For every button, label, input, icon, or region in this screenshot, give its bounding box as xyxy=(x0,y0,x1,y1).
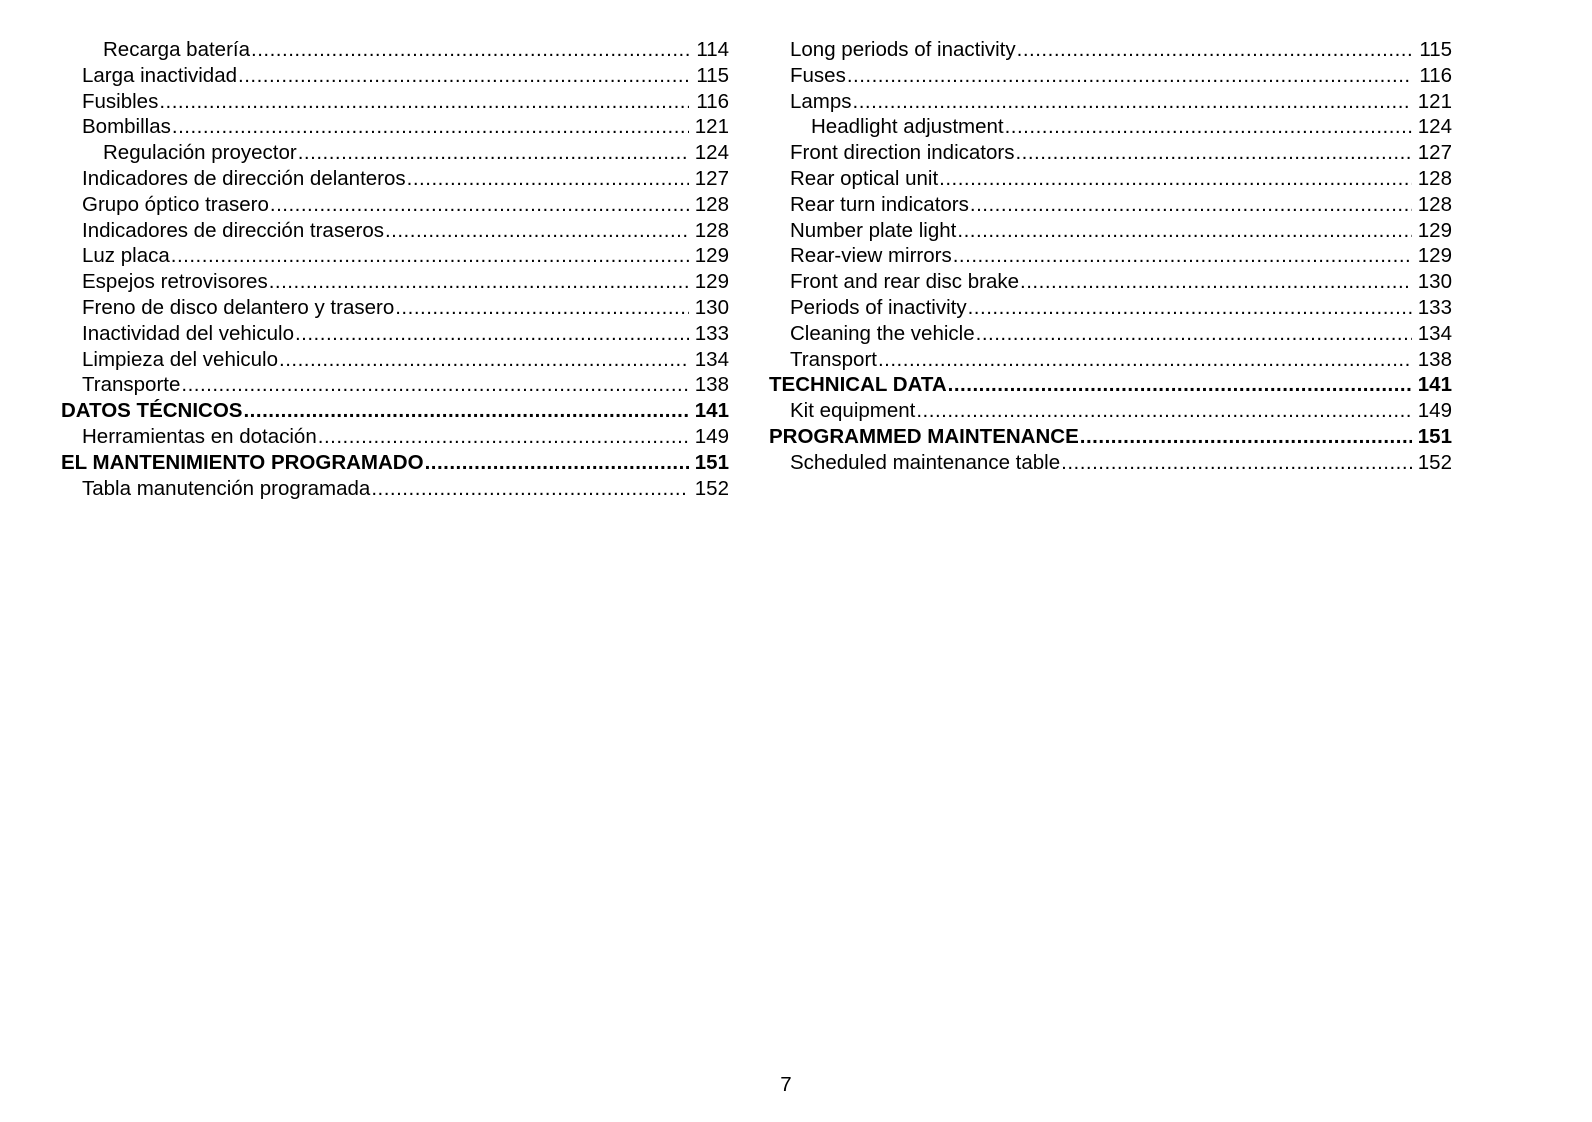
toc-entry-label: Recarga batería xyxy=(103,38,251,61)
toc-entry-page-number: 130 xyxy=(1417,270,1452,294)
toc-entry[interactable] xyxy=(769,269,1452,295)
toc-entry-label: Herramientas en dotación xyxy=(82,424,317,448)
toc-entry[interactable] xyxy=(61,114,729,140)
toc-entry-label: Front and rear disc brake xyxy=(790,270,1020,294)
toc-dot-leader xyxy=(939,166,1412,192)
toc-section-heading[interactable] xyxy=(61,450,729,476)
toc-entry-page-number: 133 xyxy=(694,321,729,345)
toc-dot-leader xyxy=(976,321,1412,347)
toc-entry-label: Periods of inactivity xyxy=(790,295,967,319)
toc-entry-page-number: 114 xyxy=(696,38,729,61)
toc-entry[interactable] xyxy=(61,140,729,166)
toc-entry-page-number: 124 xyxy=(694,141,729,165)
toc-entry-label: Rear-view mirrors xyxy=(790,244,952,268)
toc-entry[interactable] xyxy=(769,398,1452,424)
toc-dot-leader xyxy=(970,192,1412,218)
toc-entry[interactable] xyxy=(769,114,1452,140)
toc-entry-page-number: 115 xyxy=(1419,38,1452,61)
toc-entry[interactable] xyxy=(769,37,1452,63)
toc-dot-leader xyxy=(916,398,1412,424)
toc-entry[interactable] xyxy=(61,476,729,502)
toc-entry[interactable] xyxy=(769,140,1452,166)
toc-section-heading[interactable] xyxy=(769,372,1452,398)
toc-entry-label: Rear turn indicators xyxy=(790,192,969,216)
toc-column-english xyxy=(769,37,1452,476)
toc-entry-page-number: 127 xyxy=(694,166,729,190)
toc-dot-leader xyxy=(395,295,689,321)
toc-entry-label: Rear optical unit xyxy=(790,166,939,190)
toc-entry-label: Scheduled maintenance table xyxy=(790,450,1061,474)
toc-entry-label: Lamps xyxy=(790,89,852,113)
toc-dot-leader xyxy=(1015,140,1412,166)
toc-entry-page-number: 141 xyxy=(694,399,729,423)
toc-dot-leader xyxy=(953,243,1412,269)
toc-entry[interactable] xyxy=(769,347,1452,373)
toc-entry-page-number: 152 xyxy=(694,476,729,500)
toc-entry-page-number: 133 xyxy=(1417,295,1452,319)
toc-entry-page-number: 129 xyxy=(694,270,729,294)
toc-dot-leader xyxy=(172,114,689,140)
toc-entry[interactable] xyxy=(61,63,729,89)
toc-dot-leader xyxy=(847,63,1412,89)
toc-entry-page-number: 149 xyxy=(1417,399,1452,423)
toc-entry-label: Fusibles xyxy=(82,89,159,113)
toc-entry-page-number: 116 xyxy=(1419,63,1452,87)
toc-entry-page-number: 130 xyxy=(694,295,729,319)
toc-entry-label: Inactividad del vehiculo xyxy=(82,321,294,345)
toc-dot-leader xyxy=(425,450,689,476)
toc-dot-leader xyxy=(269,269,689,295)
toc-dot-leader xyxy=(1020,269,1412,295)
toc-entry-page-number: 138 xyxy=(694,373,729,397)
toc-entry[interactable] xyxy=(61,89,729,115)
toc-column-spanish xyxy=(61,37,729,501)
toc-entry[interactable] xyxy=(769,295,1452,321)
toc-dot-leader xyxy=(298,140,689,166)
toc-entry-label: Regulación proyector xyxy=(103,141,297,165)
toc-entry[interactable] xyxy=(61,295,729,321)
toc-entry-page-number: 124 xyxy=(1417,115,1452,139)
toc-dot-leader xyxy=(243,398,689,424)
toc-dot-leader xyxy=(957,218,1412,244)
toc-dot-leader xyxy=(171,243,689,269)
toc-entry-page-number: 121 xyxy=(1417,89,1452,113)
toc-entry-label: Number plate light xyxy=(790,218,957,242)
toc-entry-page-number: 127 xyxy=(1417,141,1452,165)
toc-entry-page-number: 149 xyxy=(694,424,729,448)
toc-entry-label: EL MANTENIMIENTO PROGRAMADO xyxy=(61,450,424,474)
toc-entry[interactable] xyxy=(61,37,729,63)
toc-entry[interactable] xyxy=(61,192,729,218)
toc-dot-leader xyxy=(251,37,689,63)
toc-dot-leader xyxy=(295,321,689,347)
toc-entry-page-number: 128 xyxy=(694,192,729,216)
toc-entry-page-number: 151 xyxy=(694,450,729,474)
toc-dot-leader xyxy=(948,372,1412,398)
toc-entry-page-number: 138 xyxy=(1417,347,1452,371)
toc-entry-page-number: 128 xyxy=(694,218,729,242)
toc-entry-page-number: 152 xyxy=(1417,450,1452,474)
toc-entry-label: Limpieza del vehiculo xyxy=(82,347,279,371)
toc-entry-label: Front direction indicators xyxy=(790,141,1015,165)
toc-entry[interactable] xyxy=(61,372,729,398)
toc-dot-leader xyxy=(1080,424,1412,450)
toc-entry-label: DATOS TÉCNICOS xyxy=(61,399,243,423)
toc-dot-leader xyxy=(238,63,689,89)
toc-dot-leader xyxy=(853,89,1412,115)
toc-entry-page-number: 151 xyxy=(1417,424,1452,448)
toc-entry-label: Indicadores de dirección delanteros xyxy=(82,166,406,190)
toc-entry-page-number: 134 xyxy=(1417,321,1452,345)
toc-entry[interactable] xyxy=(61,243,729,269)
toc-entry-label: Headlight adjustment xyxy=(811,115,1004,139)
toc-entry-label: Tabla manutención programada xyxy=(82,476,371,500)
toc-entry-page-number: 134 xyxy=(694,347,729,371)
toc-entry-label: Cleaning the vehicle xyxy=(790,321,975,345)
toc-entry-page-number: 116 xyxy=(696,89,729,113)
toc-entry-page-number: 129 xyxy=(1417,218,1452,242)
toc-entry-page-number: 115 xyxy=(696,63,729,87)
toc-entry[interactable] xyxy=(61,424,729,450)
toc-entry-label: Transporte xyxy=(82,373,181,397)
toc-dot-leader xyxy=(968,295,1412,321)
toc-dot-leader xyxy=(1005,114,1412,140)
toc-entry[interactable] xyxy=(61,321,729,347)
toc-entry[interactable] xyxy=(769,450,1452,476)
toc-dot-leader xyxy=(1017,37,1412,63)
toc-dot-leader xyxy=(159,89,689,115)
toc-entry[interactable] xyxy=(769,89,1452,115)
toc-entry-page-number: 128 xyxy=(1417,166,1452,190)
toc-entry-label: Indicadores de dirección traseros xyxy=(82,218,384,242)
toc-entry[interactable] xyxy=(769,243,1452,269)
toc-entry-label: Luz placa xyxy=(82,244,170,268)
toc-dot-leader xyxy=(181,372,689,398)
toc-entry[interactable] xyxy=(61,218,729,244)
toc-section-heading[interactable] xyxy=(769,424,1452,450)
toc-entry-page-number: 141 xyxy=(1417,373,1452,397)
toc-entry[interactable] xyxy=(769,166,1452,192)
toc-entry-page-number: 128 xyxy=(1417,192,1452,216)
toc-dot-leader xyxy=(878,347,1412,373)
toc-entry-page-number: 121 xyxy=(694,115,729,139)
toc-entry-label: Larga inactividad xyxy=(82,63,237,87)
toc-entry[interactable] xyxy=(769,63,1452,89)
page-number: 7 xyxy=(780,1073,792,1096)
toc-entry-page-number: 129 xyxy=(694,244,729,268)
toc-entry-label: Bombillas xyxy=(82,115,171,139)
toc-section-heading[interactable] xyxy=(61,398,729,424)
toc-entry[interactable] xyxy=(61,347,729,373)
toc-entry-label: Grupo óptico trasero xyxy=(82,192,269,216)
toc-entry-label: TECHNICAL DATA xyxy=(769,373,947,397)
toc-entry-label: Freno de disco delantero y trasero xyxy=(82,295,395,319)
toc-entry-label: Long periods of inactivity xyxy=(790,38,1016,61)
toc-dot-leader xyxy=(407,166,689,192)
toc-entry[interactable] xyxy=(61,166,729,192)
toc-entry[interactable] xyxy=(769,192,1452,218)
toc-entry-label: Fuses xyxy=(790,63,846,87)
toc-dot-leader xyxy=(270,192,689,218)
toc-dot-leader xyxy=(385,218,689,244)
toc-entry-label: Transport xyxy=(790,347,877,371)
toc-entry-page-number: 129 xyxy=(1417,244,1452,268)
toc-entry-label: Kit equipment xyxy=(790,399,916,423)
toc-dot-leader xyxy=(1061,450,1412,476)
toc-dot-leader xyxy=(279,347,689,373)
toc-dot-leader xyxy=(371,476,689,502)
toc-dot-leader xyxy=(318,424,689,450)
toc-entry[interactable] xyxy=(769,218,1452,244)
toc-entry-label: PROGRAMMED MAINTENANCE xyxy=(769,424,1079,448)
toc-entry[interactable] xyxy=(769,321,1452,347)
toc-entry-label: Espejos retrovisores xyxy=(82,270,268,294)
toc-entry[interactable] xyxy=(61,269,729,295)
